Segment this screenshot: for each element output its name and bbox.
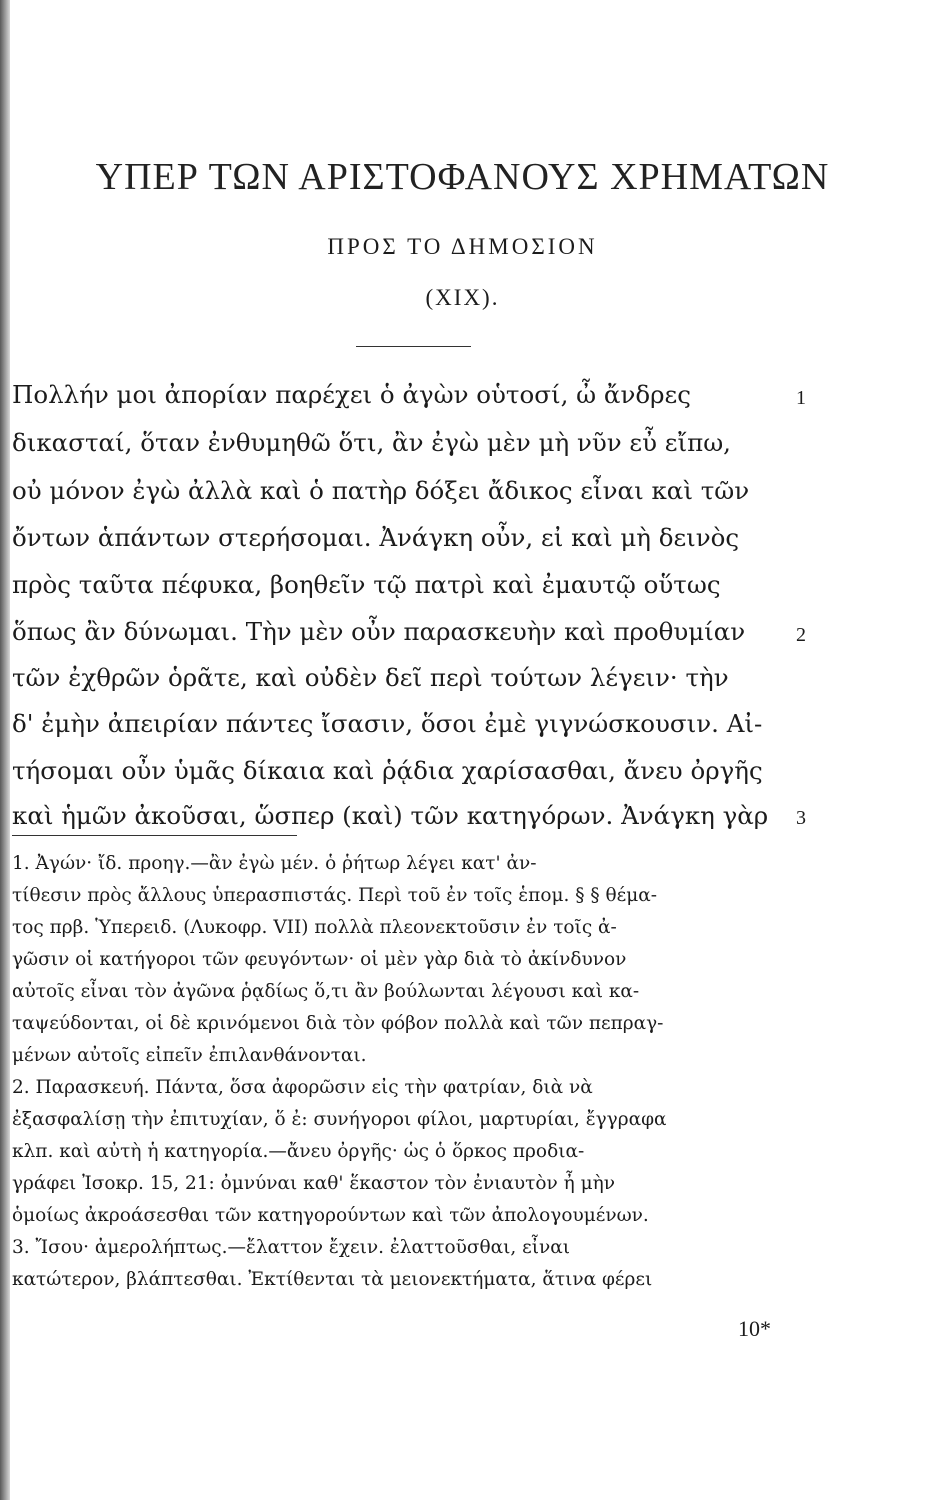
footnote-line: ἐξασφαλίσῃ τὴν ἐπιτυχίαν, ὅ ἐ: συνήγοροι φίλοι, μαρτυρίαι, ἔγγραφα — [12, 1109, 667, 1130]
text-line: δικασταί, ὅταν ἐνθυμηθῶ ὅτι, ἂν ἐγὼ μὲν μὴ νῦν εὖ εἴπω, — [12, 428, 731, 457]
footnote-line: μένων αὐτοῖς εἰπεῖν ἐπιλανθάνονται. — [12, 1045, 367, 1066]
footnote-line: 1. Ἀγών· ἴδ. προηγ.—ἂν ἐγὼ μέν. ὁ ῥήτωρ λέγει κατ' ἀν- — [12, 853, 537, 874]
text-line: ὅπως ἂν δύνωμαι. Τὴν μὲν οὖν παρασκευὴν καὶ προθυμίαν — [12, 617, 746, 646]
footnote-line: 2. Παρασκευή. Πάντα, ὅσα ἀφορῶσιν εἰς τὴν φατρίαν, διὰ νὰ — [12, 1077, 593, 1098]
oration-title: ΥΠΕΡ ΤΩΝ ΑΡΙΣΤΟΦΑΝΟΥΣ ΧΡΗΜΑΤΩΝ — [95, 156, 830, 198]
text-line: ὄντων ἁπάντων στερήσομαι. Ἀνάγκη οὖν, εἰ καὶ μὴ δεινὸς — [12, 523, 740, 552]
footnote-line: 3. Ἴσου· ἀμερολήπτως.—ἔλαττον ἔχειν. ἐλαττοῦσθαι, εἶναι — [12, 1237, 570, 1258]
footnote-line: κλπ. καὶ αὐτὴ ἡ κατηγορία.—ἄνευ ὀργῆς· ὡς ὁ ὅρκος προδια- — [12, 1141, 585, 1162]
book-binding-edge — [0, 0, 10, 1500]
text-line: καὶ ἡμῶν ἀκοῦσαι, ὥσπερ (καὶ) τῶν κατηγόρων. Ἀνάγκη γὰρ — [12, 801, 769, 830]
footnote-line: γράφει Ἰσοκρ. 15, 21: ὀμνύναι καθ' ἕκαστον τὸν ἐνιαυτὸν ἦ μὴν — [12, 1173, 615, 1194]
text-line: Πολλήν μοι ἀπορίαν παρέχει ὁ ἀγὼν οὑτοσί, ὦ ἄνδρες — [12, 380, 691, 409]
section-number: 1 — [796, 387, 806, 409]
text-line: τῶν ἐχθρῶν ὁρᾶτε, καὶ οὐδὲν δεῖ περὶ τούτων λέγειν· τὴν — [12, 663, 729, 692]
oration-number: (XIX). — [425, 285, 500, 310]
title-divider — [356, 346, 471, 347]
section-number: 2 — [796, 624, 806, 646]
oration-subtitle: ΠΡΟΣ ΤΟ ΔΗΜΟΣΙΟΝ — [327, 234, 598, 259]
footnote-line: τος πρβ. Ὑπερειδ. (Λυκοφρ. VII) πολλὰ πλεονεκτοῦσιν ἐν τοῖς ἀ- — [12, 917, 617, 938]
text-line: τήσομαι οὖν ὑμᾶς δίκαια καὶ ῥᾴδια χαρίσασθαι, ἄνευ ὀργῆς — [12, 756, 763, 785]
text-line: δ' ἐμὴν ἀπειρίαν πάντες ἴσασιν, ὅσοι ἐμὲ γιγνώσκουσιν. Αἰ- — [12, 709, 763, 738]
section-number: 3 — [796, 807, 806, 829]
footnote-line: αὐτοῖς εἶναι τὸν ἀγῶνα ῥᾳδίως ὅ,τι ἂν βούλωνται λέγουσι καὶ κα- — [12, 981, 640, 1002]
footnote-line: ταψεύδονται, οἱ δὲ κρινόμενοι διὰ τὸν φόβον πολλὰ καὶ τῶν πεπραγ- — [12, 1013, 664, 1034]
footnote-line: ὁμοίως ἀκροάσεσθαι τῶν κατηγορούντων καὶ τῶν ἀπολογουμένων. — [12, 1205, 649, 1226]
footnote-line: κατώτερον, βλάπτεσθαι. Ἐκτίθενται τὰ μειονεκτήματα, ἅτινα φέρει — [12, 1269, 653, 1290]
text-line: πρὸς ταῦτα πέφυκα, βοηθεῖν τῷ πατρὶ καὶ ἐμαυτῷ οὕτως — [12, 570, 721, 599]
footnote-line: γῶσιν οἱ κατήγοροι τῶν φευγόντων· οἱ μὲν γὰρ διὰ τὸ ἀκίνδυνον — [12, 949, 627, 970]
text-line: οὐ μόνον ἐγὼ ἀλλὰ καὶ ὁ πατὴρ δόξει ἄδικος εἶναι καὶ τῶν — [12, 476, 750, 505]
footnote-line: τίθεσιν πρὸς ἄλλους ὑπερασπιστάς. Περὶ τοῦ ἐν τοῖς ἑπομ. § § θέμα- — [12, 885, 657, 906]
signature-mark: 10* — [738, 1316, 771, 1341]
footnote-divider — [12, 835, 297, 836]
